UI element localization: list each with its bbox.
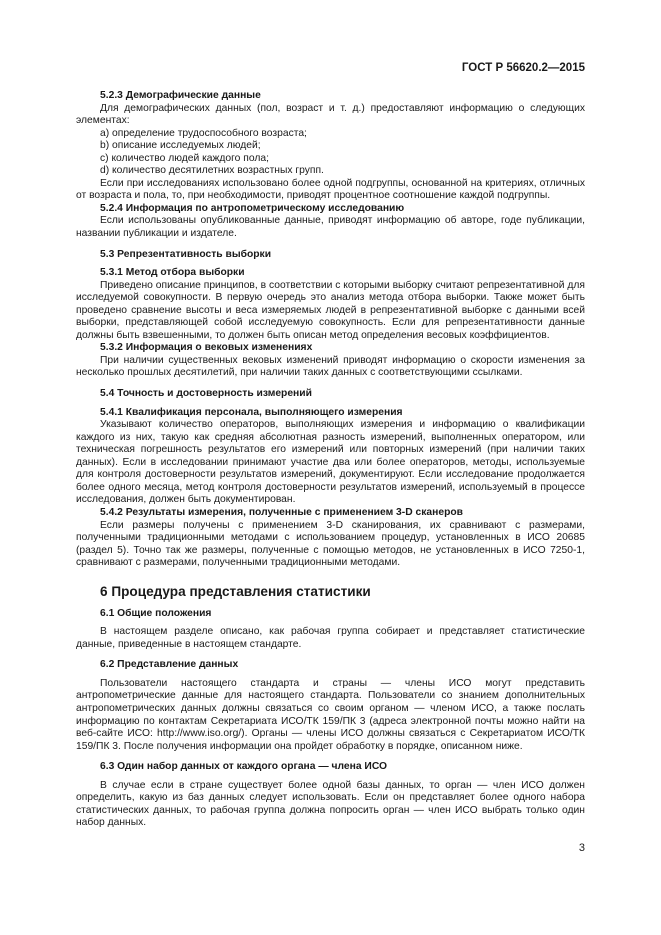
- page-number: 3: [578, 842, 585, 854]
- paragraph-5-3-1: Приведено описание принципов, в соответствии с которыми выборку считают репрезентативной для исследуемой совокупности. В первую очередь это анализ метода отбора выборки. Также может быть проведено сравнение высоты и веса измеряемых людей в репрезентативной выборке с данными всей выборки, представляющей собой исследуемую совокупность. Если для репрезентативности данные должны быть взвешенными, то должен быть описан метод определения весовых коэффициентов.: [76, 279, 585, 341]
- list-item-d: d) количество десятилетних возрастных групп.: [100, 165, 324, 177]
- paragraph-5-4-2: Если размеры получены с применением 3-D сканирования, их сравнивают с размерами, полученными традиционными методами с использованием процедур, установленных в ИСО 20685 (раздел 5). Точно так же размеры, полученные с помощью методов, не установленных в ИСО 7250-1, сравнивают с размерами, полученными традиционными методами.: [76, 519, 585, 569]
- heading-6-1: 6.1 Общие положения: [100, 607, 212, 619]
- list-item-c: c) количество людей каждого пола;: [100, 152, 269, 164]
- heading-5-2-3: 5.2.3 Демографические данные: [100, 90, 261, 101]
- document-id-header: ГОСТ Р 56620.2—2015: [461, 62, 585, 74]
- heading-5-3-2: 5.3.2 Информация о вековых изменениях: [100, 342, 313, 354]
- paragraph-6-1: В настоящем разделе описано, как рабочая группа собирает и представляет статистические данные, приведенные в настоящем стандарте.: [76, 626, 585, 650]
- heading-5-3-1: 5.3.1 Метод отбора выборки: [100, 267, 245, 279]
- paragraph-5-3-2: При наличии существенных вековых изменений приводят информацию о скорости изменения за несколько прошлых десятилетий, при наличии таких данных с соответствующими ссылками.: [76, 354, 585, 379]
- paragraph-5-2-3-subgroups: Если при исследованиях использовано более одной подгруппы, основанной на критериях, отличных от возраста и пола, то, при необходимости, приводят процентное соотношение каждой подгруппы.: [76, 177, 585, 202]
- paragraph-5-2-4: Если использованы опубликованные данные, приводят информацию об авторе, годе публикации, названии публикации и издателе.: [76, 215, 585, 240]
- paragraph-6-3: В случае если в стране существует более одной базы данных, то орган — член ИСО должен определить, какую из баз данных следует использовать. Если он представляет более одного набора статистических данных, то рабочая группа должна попросить орган — член ИСО выбрать только один набор данных.: [76, 779, 585, 829]
- paragraph-5-4-1: Указывают количество операторов, выполняющих измерения и информацию о квалификации каждого из них, такую как средняя абсолютная разность измерений, выполненных оператором, или техническая погрешность результатов его измерений или повторных измерений (при наличии таких данных). Если в исследовании принимают участие два или более операторов, методы, используемые для контроля достоверности результатов измерений, документируют. Если исследование продолжается более одного месяца, метод контроля достоверности результатов измерений, используемый в процессе исследования, должен быть документирован.: [76, 419, 585, 506]
- paragraph-6-2: Пользователи настоящего стандарта и страны — члены ИСО могут представить антропометрические данные для настоящего стандарта. Пользователи со знанием дополнительных антропометрических данных должны связаться со своим органом — членом ИСО, а также послать информацию по контактам Секретариата ИСО/ТК 159/ПК 3 (адреса электронной почты можно найти на веб-сайте ИСО: http://www.iso.org/). Органы — члены ИСО должны связаться с Секретариатом ИСО/ТК 159/ПК 3. После получения информации она пройдет обработку в порядке, описанном ниже.: [76, 677, 585, 752]
- heading-5-3: 5.3 Репрезентативность выборки: [100, 248, 272, 260]
- heading-6-2: 6.2 Представление данных: [100, 659, 239, 671]
- heading-6-3: 6.3 Один набор данных от каждого органа — члена ИСО: [100, 761, 388, 773]
- heading-6: 6 Процедура представления статистики: [100, 583, 371, 599]
- paragraph-5-2-3-intro: Для демографических данных (пол, возраст и т. д.) предоставляют информацию о следующих элементах:: [76, 102, 585, 127]
- heading-5-2-4: 5.2.4 Информация по антропометрическому исследованию: [100, 202, 405, 214]
- page-content: [76, 90, 585, 830]
- heading-5-4: 5.4 Точность и достоверность измерений: [100, 388, 312, 400]
- heading-5-4-1: 5.4.1 Квалификация персонала, выполняющего измерения: [100, 406, 403, 418]
- list-item-a: а) определение трудоспособного возраста;: [100, 127, 307, 139]
- list-item-b: b) описание исследуемых людей;: [100, 140, 261, 152]
- heading-5-4-2: 5.4.2 Результаты измерения, полученные с применением 3-D сканеров: [100, 506, 463, 518]
